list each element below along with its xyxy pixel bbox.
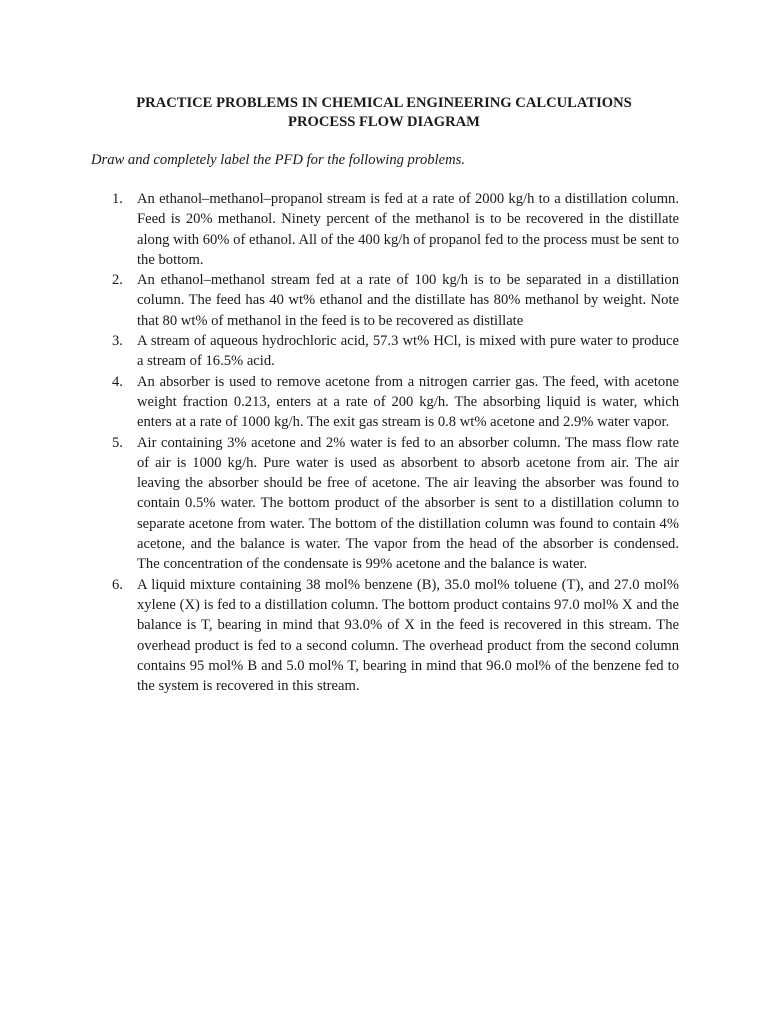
problem-number: 4. (112, 373, 123, 390)
page-title: PRACTICE PROBLEMS IN CHEMICAL ENGINEERING CALCULATIONS (136, 95, 632, 111)
problem-number: 2. (112, 272, 123, 289)
problem-number: 1. (112, 191, 123, 207)
problem-number: 6. (112, 576, 123, 593)
title-block (0, 94, 768, 132)
problem-item-2 (91, 270, 679, 331)
problem-item-4 (91, 372, 679, 433)
problem-list (91, 189, 679, 696)
problem-text: A stream of aqueous hydrochloric acid, 57.3 wt% HCl, is mixed with pure water to produce a stream of 16.5% acid. (137, 333, 679, 370)
problem-number: 3. (112, 333, 123, 350)
problem-text: An absorber is used to remove acetone from a nitrogen carrier gas. The feed, with acetone weight fraction 0.213, enters at a rate of 200 kg/h. The absorbing liquid is water, which enters at a rate of 1000 kg/h. The exit gas stream is 0.8 wt% acetone and 2.9% water vapor. (137, 373, 679, 431)
problem-item-6 (91, 575, 679, 697)
problem-item-3 (91, 331, 679, 372)
problem-text: An ethanol–methanol stream fed at a rate of 100 kg/h is to be separated in a distillation column. The feed has 40 wt% ethanol and the distillate has 80% methanol by weight. Note that 80 wt% of methanol in the feed is to be recovered as distillate (137, 272, 679, 329)
instruction-text: Draw and completely label the PFD for the following problems. (91, 152, 465, 168)
problem-text: Air containing 3% acetone and 2% water is fed to an absorber column. The mass flow rate of air is 1000 kg/h. Pure water is used as absorbent to absorb acetone from air. The air leaving the absorber should be free of acetone. The air leaving the absorber was found to contain 0.5% water. The bottom product of the absorber is sent to a distillation column to separate acetone from water. The bottom of the distillation column was found to contain 4% acetone, and the balance is water. The vapor from the head of the absorber is condensed. The concentration of the condensate is 99% acetone and the balance is water. (137, 434, 679, 573)
problem-text: An ethanol–methanol–propanol stream is fed at a rate of 2000 kg/h to a distillation column. Feed is 20% methanol. Ninety percent of the methanol is to be recovered in the distillate along with 60% of ethanol. All of the 400 kg/h of propanol fed to the process must be sent to the bottom. (137, 191, 679, 268)
problem-number: 5. (112, 434, 123, 451)
problem-text: A liquid mixture containing 38 mol% benzene (B), 35.0 mol% toluene (T), and 27.0 mol% xylene (X) is fed to a distillation column. The bottom product contains 97.0 mol% X and the balance is T, bearing in mind that 93.0% of X in the feed is recovered in this stream. The overhead product is fed to a second column. The overhead product from the second column contains 95 mol% B and 5.0 mol% T, bearing in mind that 96.0 mol% of the benzene fed to the system is recovered in this stream. (137, 576, 679, 695)
problem-item-5 (91, 433, 679, 575)
problem-item-1 (91, 189, 679, 270)
page-subtitle: PROCESS FLOW DIAGRAM (288, 114, 480, 130)
